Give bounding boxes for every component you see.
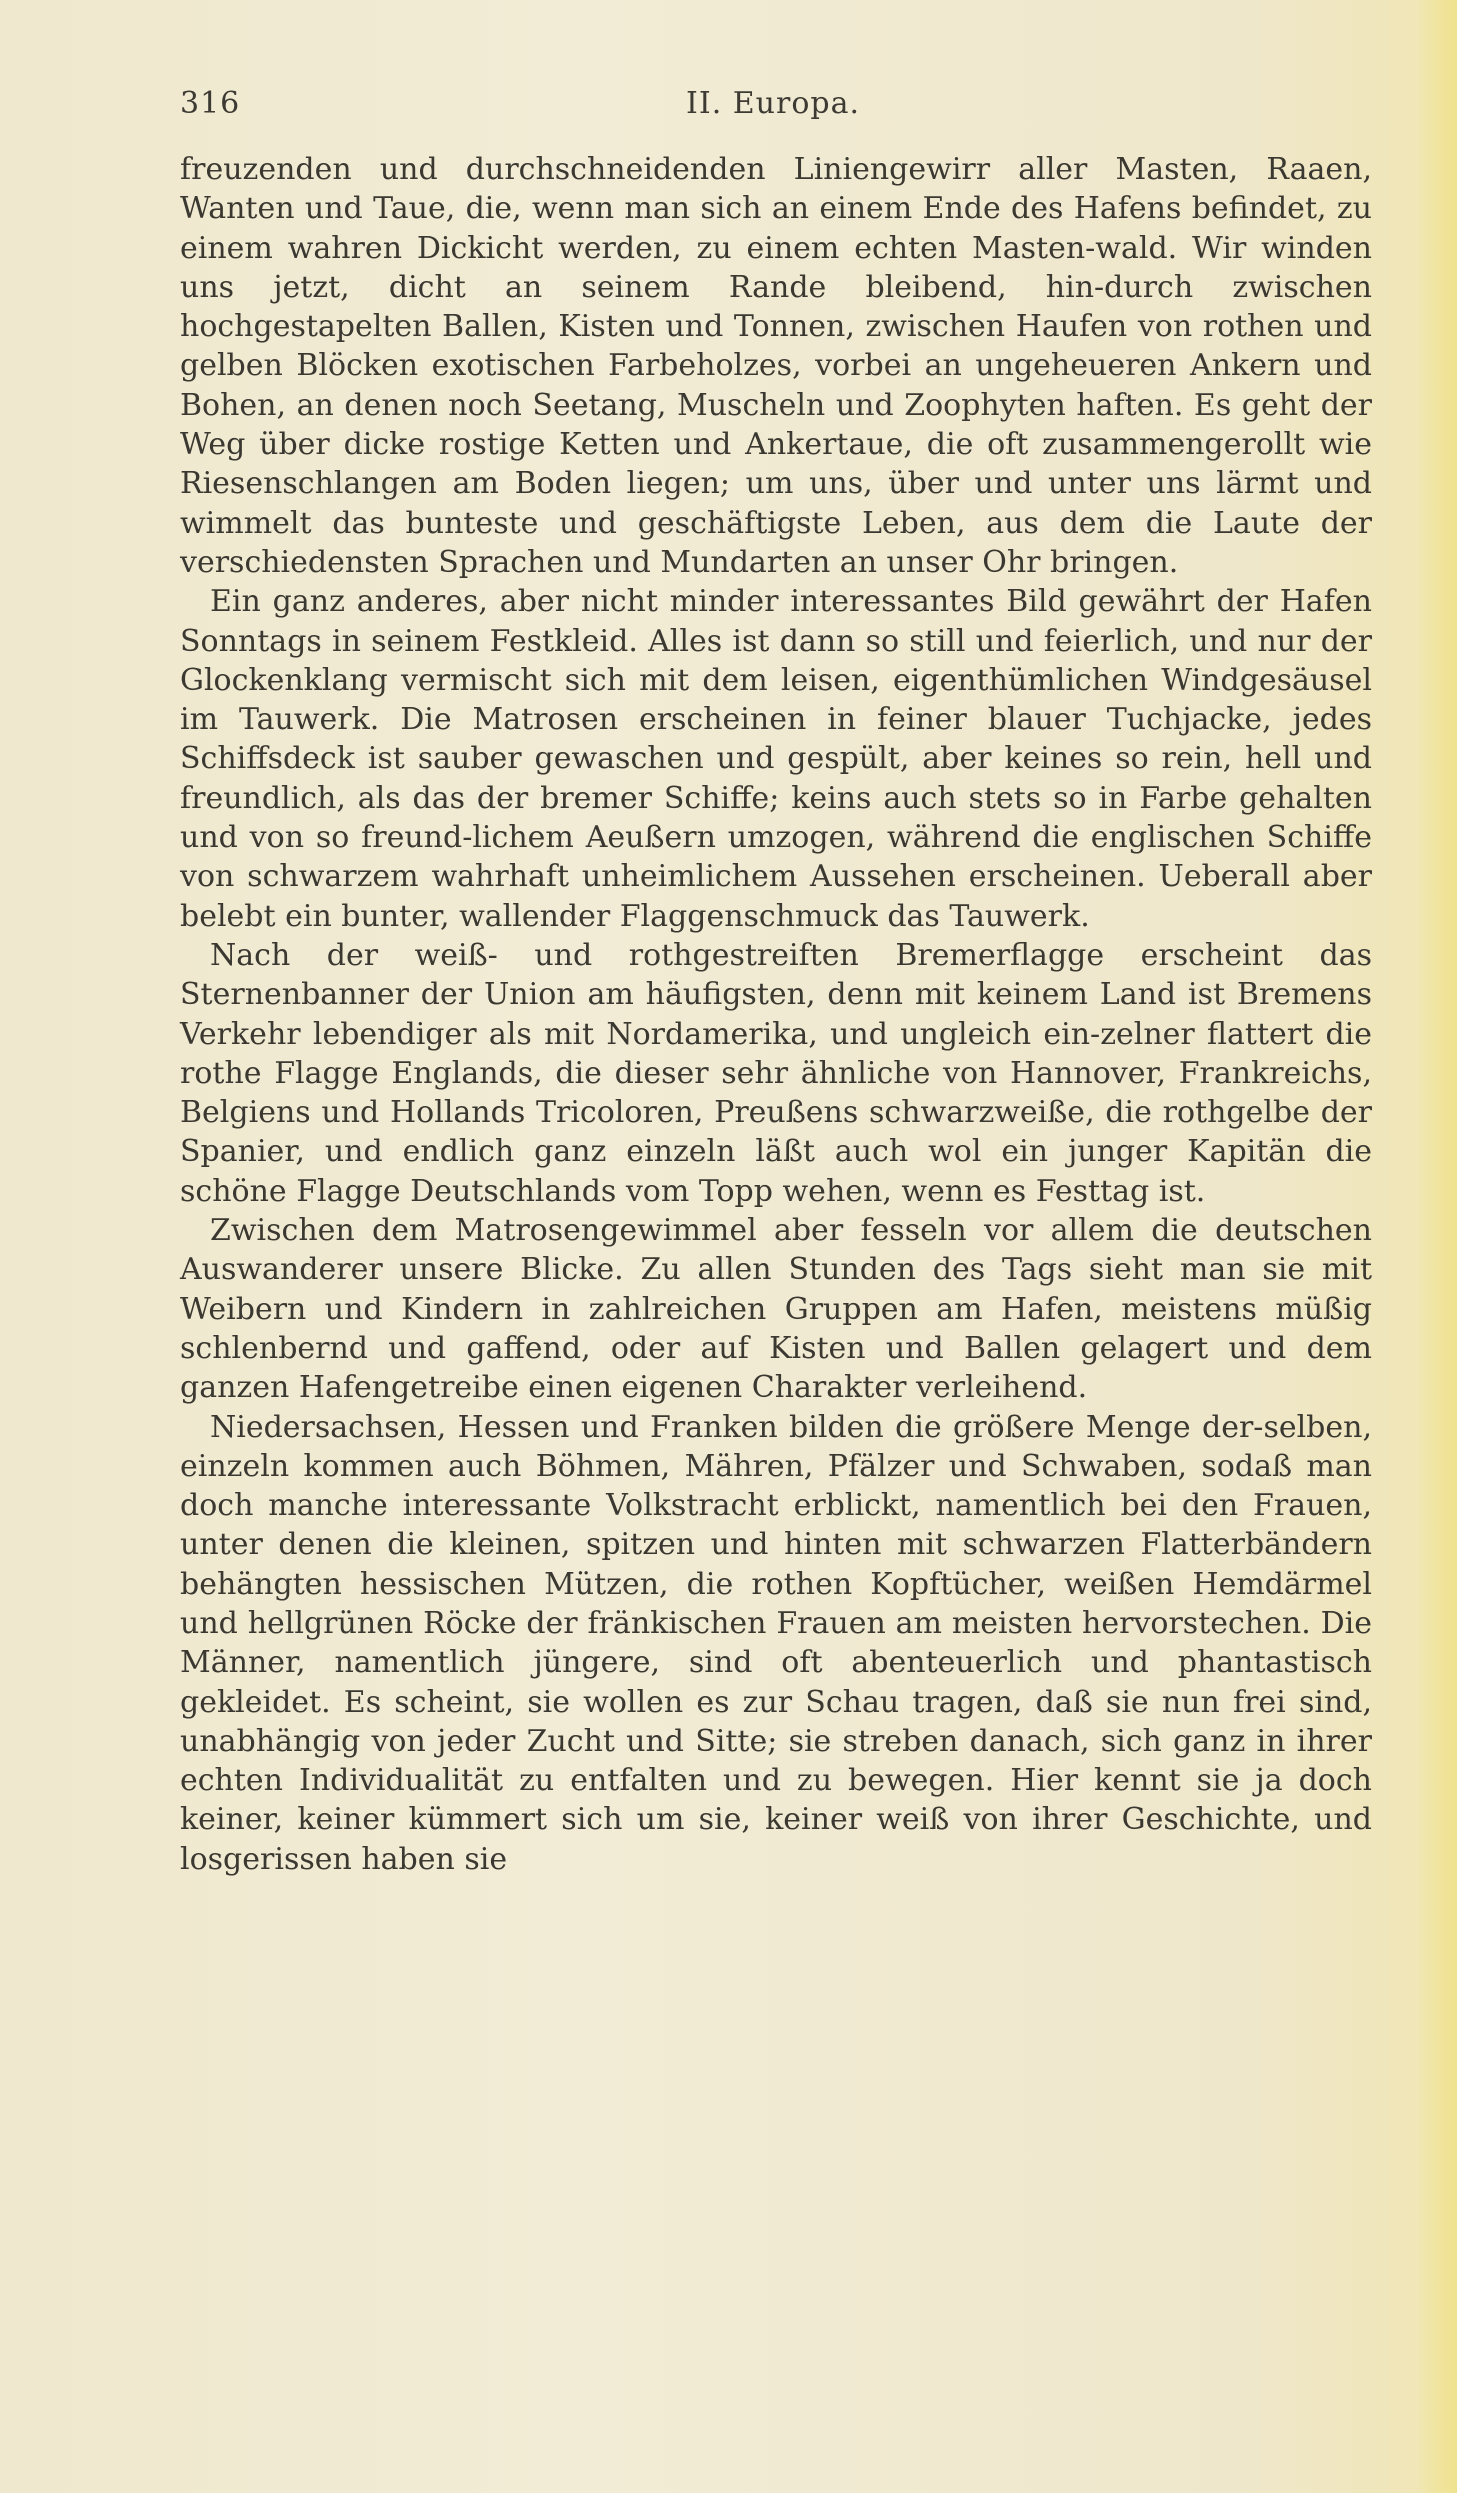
page-edge-shading bbox=[1417, 0, 1457, 2493]
paragraph: Niedersachsen, Hessen und Franken bilden die größere Menge der-selben, einzeln kommen auch Böhmen, Mähren, Pfälzer und Schwaben, sodaß man doch manche interessante Volkstracht erblickt, namentlich bei den Frauen, unter denen die kleinen, spitzen und hinten mit schwarzen Flatterbändern behängten hessischen Mützen, die rothen Kopftücher, weißen Hemdärmel und hellgrünen Röcke der fränkischen Frauen am meisten hervorstechen. Die Männer, namentlich jüngere, sind oft abenteuerlich und phantastisch gekleidet. Es scheint, sie wollen es zur Schau tragen, daß sie nun frei sind, unabhängig von jeder Zucht und Sitte; sie streben danach, sich ganz in ihrer echten Individualität zu entfalten und zu bewegen. Hier kennt sie ja doch keiner, keiner kümmert sich um sie, keiner weiß von ihrer Geschichte, und losgerissen haben sie bbox=[180, 1409, 1372, 1877]
paragraph: Ein ganz anderes, aber nicht minder interessantes Bild gewährt der Hafen Sonntags in seinem Festkleid. Alles ist dann so still und feierlich, und nur der Glockenklang vermischt sich mit dem leisen, eigenthümlichen Windgesäusel im Tauwerk. Die Matrosen erscheinen in feiner blauer Tuchjacke, jedes Schiffsdeck ist sauber gewaschen und gespült, aber keines so rein, hell und freundlich, als das der bremer Schiffe; keins auch stets so in Farbe gehalten und von so freund-lichem Aeußern umzogen, während die englischen Schiffe von schwarzem wahrhaft unheimlichem Aussehen erscheinen. Ueberall aber belebt ein bunter, wallender Flaggenschmuck das Tauwerk. bbox=[180, 584, 1372, 934]
paragraph: freuzenden und durchschneidenden Liniengewirr aller Masten, Raaen, Wanten und Taue, die, wenn man sich an einem Ende des Hafens befindet, zu einem wahren Dickicht werden, zu einem echten Masten-wald. Wir winden uns jetzt, dicht an seinem Rande bleibend, hin-durch zwischen hochgestapelten Ballen, Kisten und Tonnen, zwischen Haufen von rothen und gelben Blöcken exotischen Farbeholzes, vorbei an ungeheueren Ankern und Bohen, an denen noch Seetang, Muscheln und Zoophyten haften. Es geht der Weg über dicke rostige Ketten und Ankertaue, die oft zusammengerollt wie Riesenschlangen am Boden liegen; um uns, über und unter uns lärmt und wimmelt das bunteste und geschäftigste Leben, aus dem die Laute der verschiedensten Sprachen und Mundarten an unser Ohr bringen. bbox=[180, 152, 1372, 580]
paragraph: Zwischen dem Matrosengewimmel aber fesseln vor allem die deutschen Auswanderer unsere Blicke. Zu allen Stunden des Tags sieht man sie mit Weibern und Kindern in zahlreichen Gruppen am Hafen, meistens müßig schlenbernd und gaffend, oder auf Kisten und Ballen gelagert und dem ganzen Hafengetreibe einen eigenen Charakter verleihend. bbox=[180, 1213, 1372, 1406]
page-header bbox=[180, 86, 1360, 136]
paragraph: Nach der weiß- und rothgestreiften Bremerflagge erscheint das Sternenbanner der Union am häufigsten, denn mit keinem Land ist Bremens Verkehr lebendiger als mit Nordamerika, und ungleich ein-zelner flattert die rothe Flagge Englands, die dieser sehr ähnliche von Hannover, Frankreichs, Belgiens und Hollands Tricoloren, Preußens schwarzweiße, die rothgelbe der Spanier, und endlich ganz einzeln läßt auch wol ein junger Kapitän die schöne Flagge Deutschlands vom Topp wehen, wenn es Festtag ist. bbox=[180, 937, 1372, 1209]
body-text bbox=[180, 150, 1372, 1879]
page-number: 316 bbox=[180, 86, 241, 121]
running-head: II. Europa. bbox=[686, 86, 861, 121]
